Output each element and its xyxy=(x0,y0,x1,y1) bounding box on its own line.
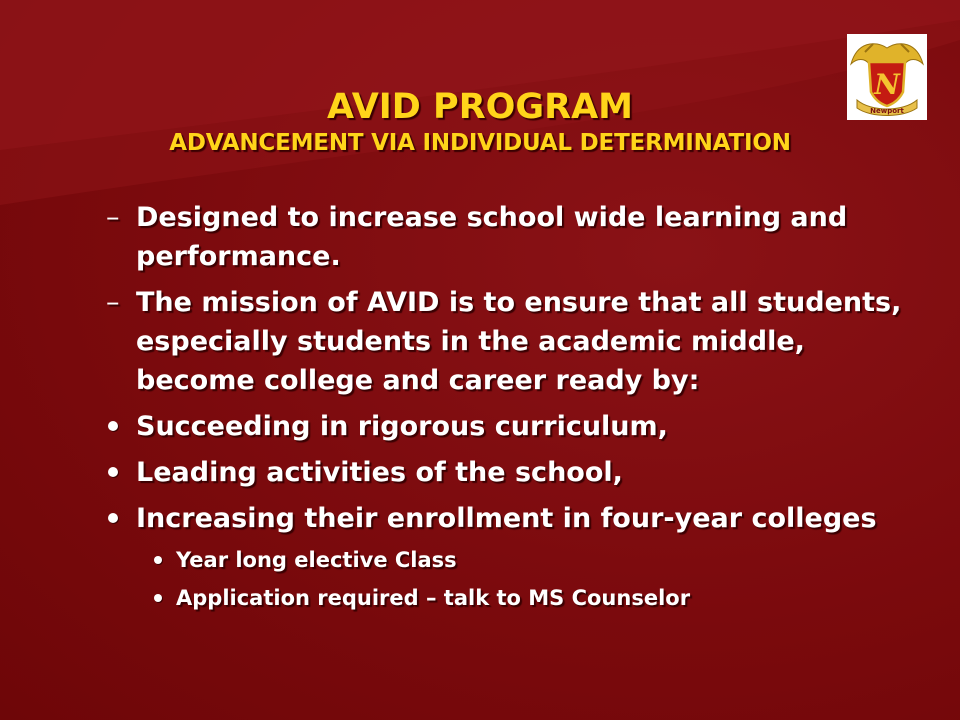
sub-bullet-text: Application required – talk to MS Counselor xyxy=(176,586,691,610)
title-block xyxy=(0,86,960,158)
bullet-text: Leading activities of the school, xyxy=(136,457,623,488)
point-text: The mission of AVID is to ensure that all students, especially students in the academic middle, become college and career ready by: xyxy=(136,287,902,396)
bullet-item xyxy=(104,453,904,492)
dash-marker: – xyxy=(106,202,120,233)
sub-bullet-dot-icon xyxy=(154,556,162,564)
bullet-text: Succeeding in rigorous curriculum, xyxy=(136,411,668,442)
slide-subtitle: ADVANCEMENT VIA INDIVIDUAL DETERMINATION xyxy=(169,130,791,156)
point-item xyxy=(104,283,904,400)
sub-bullet-item xyxy=(152,545,904,575)
slide-content xyxy=(104,198,904,621)
point-text: Designed to increase school wide learning and performance. xyxy=(136,202,848,272)
bullet-dot-icon xyxy=(108,467,118,477)
bullet-dot-icon xyxy=(108,513,118,523)
bullet-item xyxy=(104,407,904,446)
sub-bullet-dot-icon xyxy=(154,594,162,602)
bullet-text: Increasing their enrollment in four-year colleges xyxy=(136,503,877,534)
crest-banner-text: Newport xyxy=(870,107,904,115)
bullet-dot-icon xyxy=(108,421,118,431)
sub-bullet-text: Year long elective Class xyxy=(176,548,457,572)
sub-bullet-item xyxy=(152,583,904,613)
slide-title: AVID PROGRAM xyxy=(326,87,633,127)
crest-letter: N xyxy=(874,68,900,101)
dash-marker: – xyxy=(106,287,120,318)
bullet-item xyxy=(104,499,904,538)
point-item xyxy=(104,198,904,276)
